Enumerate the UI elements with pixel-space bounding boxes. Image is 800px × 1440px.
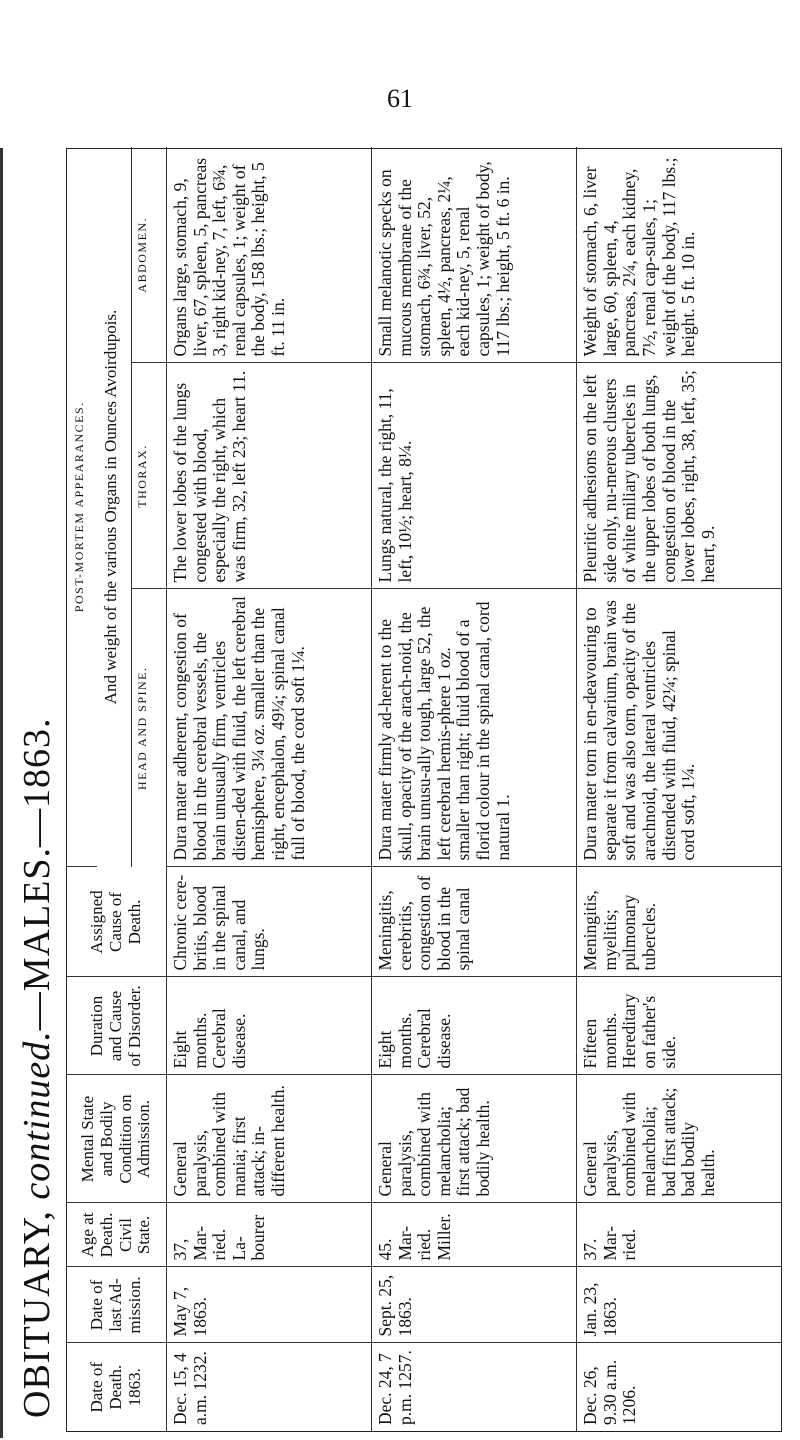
- last-admission: Jan. 23, 1863.: [577, 1267, 781, 1343]
- abdomen: Weight of stomach, 6, liver large, 60, spleen, 4, pancreas, 2¼, each kidney, 7½, renal cap-sules, 1; weight of the body, 117 lbs.; height. 5 ft. 10 in.: [577, 147, 781, 363]
- thorax: The lower lobes of the lungs congested with blood, especially the right, which was firm, 32, left 23; heart 11.: [167, 363, 372, 589]
- thorax: Lungs natural, the right, 11, left, 10½; heart, 8¼.: [372, 363, 577, 589]
- abdomen: Small melanotic specks on mucous membrane of the stomach, 6¾, liver, 52, spleen, 4½, pancreas, 2¼, each kid-ney, 5, renal capsules, 1; weight of body, 117 lbs.; height, 5 ft. 6 in.: [372, 147, 577, 363]
- header-age: Age at Death. Civil State.: [67, 1203, 167, 1267]
- obituary-table: [66, 148, 782, 1432]
- thorax: Pleuritic adhesions on the left side only, nu-merous clusters of white miliary tubercles in the upper lobes of both lungs, congestion of blood in the lower lobes, right, 38, left, 35; heart, 9.: [577, 363, 781, 589]
- date-of-death: Dec. 26, 9.30 a.m. 1206.: [580, 1359, 640, 1425]
- header-post-mortem-subtitle: And weight of the various Organs in Ounces Avoirdupois.: [97, 147, 132, 867]
- head-spine: Dura mater adherent, congestion of blood in the cerebral vessels, the brain unusually firm, ventricles disten-ded with fluid, the left cerebral hemisphere, 3¼ oz. smaller than the right, encephalon, 49¼; spinal canal full of blood, the cord soft 1¼.: [167, 589, 372, 867]
- duration-cause: Eight months. Cerebral disease.: [372, 977, 577, 1075]
- age-civil-state: 45. Mar-ried. Miller.: [372, 1203, 577, 1267]
- assigned-cause: Meningitis, myelitis; pulmonary tubercles.: [577, 867, 781, 977]
- header-thorax: THORAX.: [132, 363, 167, 589]
- duration-cause: Fifteen months. Hereditary on father's side.: [577, 977, 781, 1075]
- page-number: 61: [387, 84, 413, 113]
- header-post-mortem: POST-MORTEM APPEARANCES.: [67, 147, 97, 867]
- header-mental-state: Mental State and Bodily Condition on Admission.: [67, 1075, 167, 1203]
- age-civil-state: 37. Mar-ried.: [577, 1203, 781, 1267]
- last-admission: May 7, 1863.: [167, 1267, 372, 1343]
- header-duration: Duration and Cause of Disorder.: [67, 977, 167, 1075]
- head-spine: Dura mater torn in en-deavouring to separate it from calvarium, brain was soft and was also torn, opacity of the arachnoid, the lateral ventricles distended with fluid, 42¼; spinal cord soft, 1¼.: [577, 589, 781, 867]
- running-title-continued: continued.: [16, 1030, 58, 1200]
- mental-state: General paralysis, combined with melancholia; first attack; bad bodily health.: [372, 1075, 577, 1203]
- mental-state: General paralysis, combined with mania; first attack; in-different health.: [167, 1075, 372, 1203]
- mental-state: General paralysis, combined with melancholia; bad first attack; bad bodily health.: [577, 1075, 781, 1203]
- running-title: [0, 148, 61, 1438]
- table-row: [577, 147, 781, 1431]
- duration-cause: Eight months. Cerebral disease.: [167, 977, 372, 1075]
- header-last-admission: Date of last Ad-mission.: [67, 1267, 167, 1343]
- assigned-cause: Chronic cere-britis, blood in the spinal canal, and lungs.: [167, 867, 372, 977]
- date-of-death: Dec. 24, 7 p.m. 1257.: [372, 1343, 577, 1431]
- date-of-death: Dec. 15, 4 a.m. 1232.: [167, 1343, 372, 1431]
- age-civil-state: 37, Mar-ried. La-bourer: [167, 1203, 372, 1267]
- header-abdomen: ABDOMEN.: [132, 147, 167, 363]
- header-assigned-cause: Assigned Cause of Death.: [67, 867, 167, 977]
- table-row: [167, 147, 372, 1431]
- last-admission: Sept. 25, 1863.: [372, 1267, 577, 1343]
- table-row: [372, 147, 577, 1431]
- header-date-of-death: Date of Death. 1863.: [67, 1343, 167, 1431]
- abdomen: Organs large, stomach, 9, liver, 67, spleen, 5, pancreas 3, right kid-ney, 7, left, 6¾, renal capsules, 1; weight of the body, 158 lbs.; height, 5 ft. 11 in.: [167, 147, 372, 363]
- assigned-cause: Meningitis, cerebritis, congestion of blood in the spinal canal: [372, 867, 577, 977]
- header-head-spine: HEAD AND SPINE.: [132, 589, 167, 867]
- running-title-rest: —MALES.—1863.: [16, 717, 58, 1031]
- running-title-main: OBITUARY,: [16, 1210, 58, 1418]
- head-spine: Dura mater firmly ad-herent to the skull, opacity of the arach-noid, the brain unusu-ally tough, large 52, the left cerebral hemis-phere 1 oz. smaller than right; fluid blood of a florid colour in the spinal canal, cord natural 1.: [372, 589, 577, 867]
